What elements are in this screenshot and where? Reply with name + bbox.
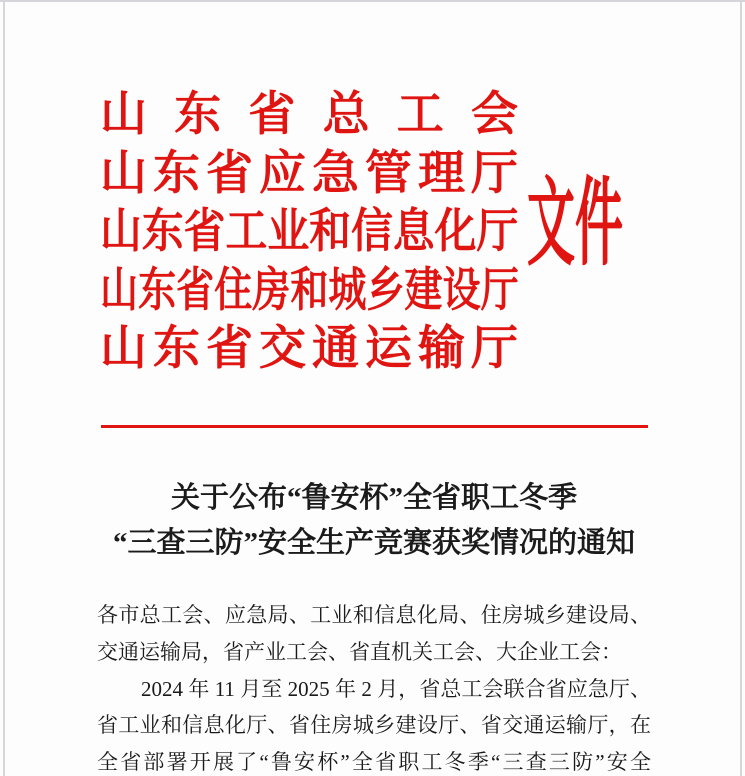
org-name-federation-of-trade-unions: 山东省总工会 [100,89,518,141]
body-line-paragraph-2: 省工业和信息化厅、省住房城乡建设厅、省交通运输厅，在 [97,713,651,738]
document-label: 文件 [527,170,623,277]
document-body [97,597,651,776]
org-name-housing-urban-rural-text: 山东省住房和城乡建设厅 [100,264,519,317]
body-line-recipients-2: 交通运输局，省产业工会、省直机关工会、大企业工会： [97,639,622,664]
body-line-recipients-1: 各市总工会、应急局、工业和信息化局、住房城乡建设局、 [97,603,651,627]
page-edge-right [740,0,742,776]
body-line-paragraph-1: 2024 年 11 月至 2025 年 2 月，省总工会联合省应急厅、 [141,676,651,701]
org-name-emergency-management: 山东省应急管理厅 [100,147,518,200]
org-name-industry-information-text: 山东省工业和信息化厅 [100,206,519,258]
document-title [96,476,652,566]
page-edge-left [3,0,5,776]
org-name-industry-information [100,203,518,262]
red-separator-line [101,425,648,428]
title-line-1: 关于公布“鲁安杯”全省职工冬季 [170,482,577,514]
page-edge-top [0,0,745,2]
body-line-paragraph-3: 全省部署开展了“鲁安杯”全省职工冬季“三查三防”安全 [97,750,651,775]
letterhead [100,86,518,379]
org-name-housing-urban-rural [100,262,518,321]
org-name-transportation: 山东省交通运输厅 [100,323,518,375]
title-line-2: “三查三防”安全生产竞赛获奖情况的通知 [112,527,635,559]
